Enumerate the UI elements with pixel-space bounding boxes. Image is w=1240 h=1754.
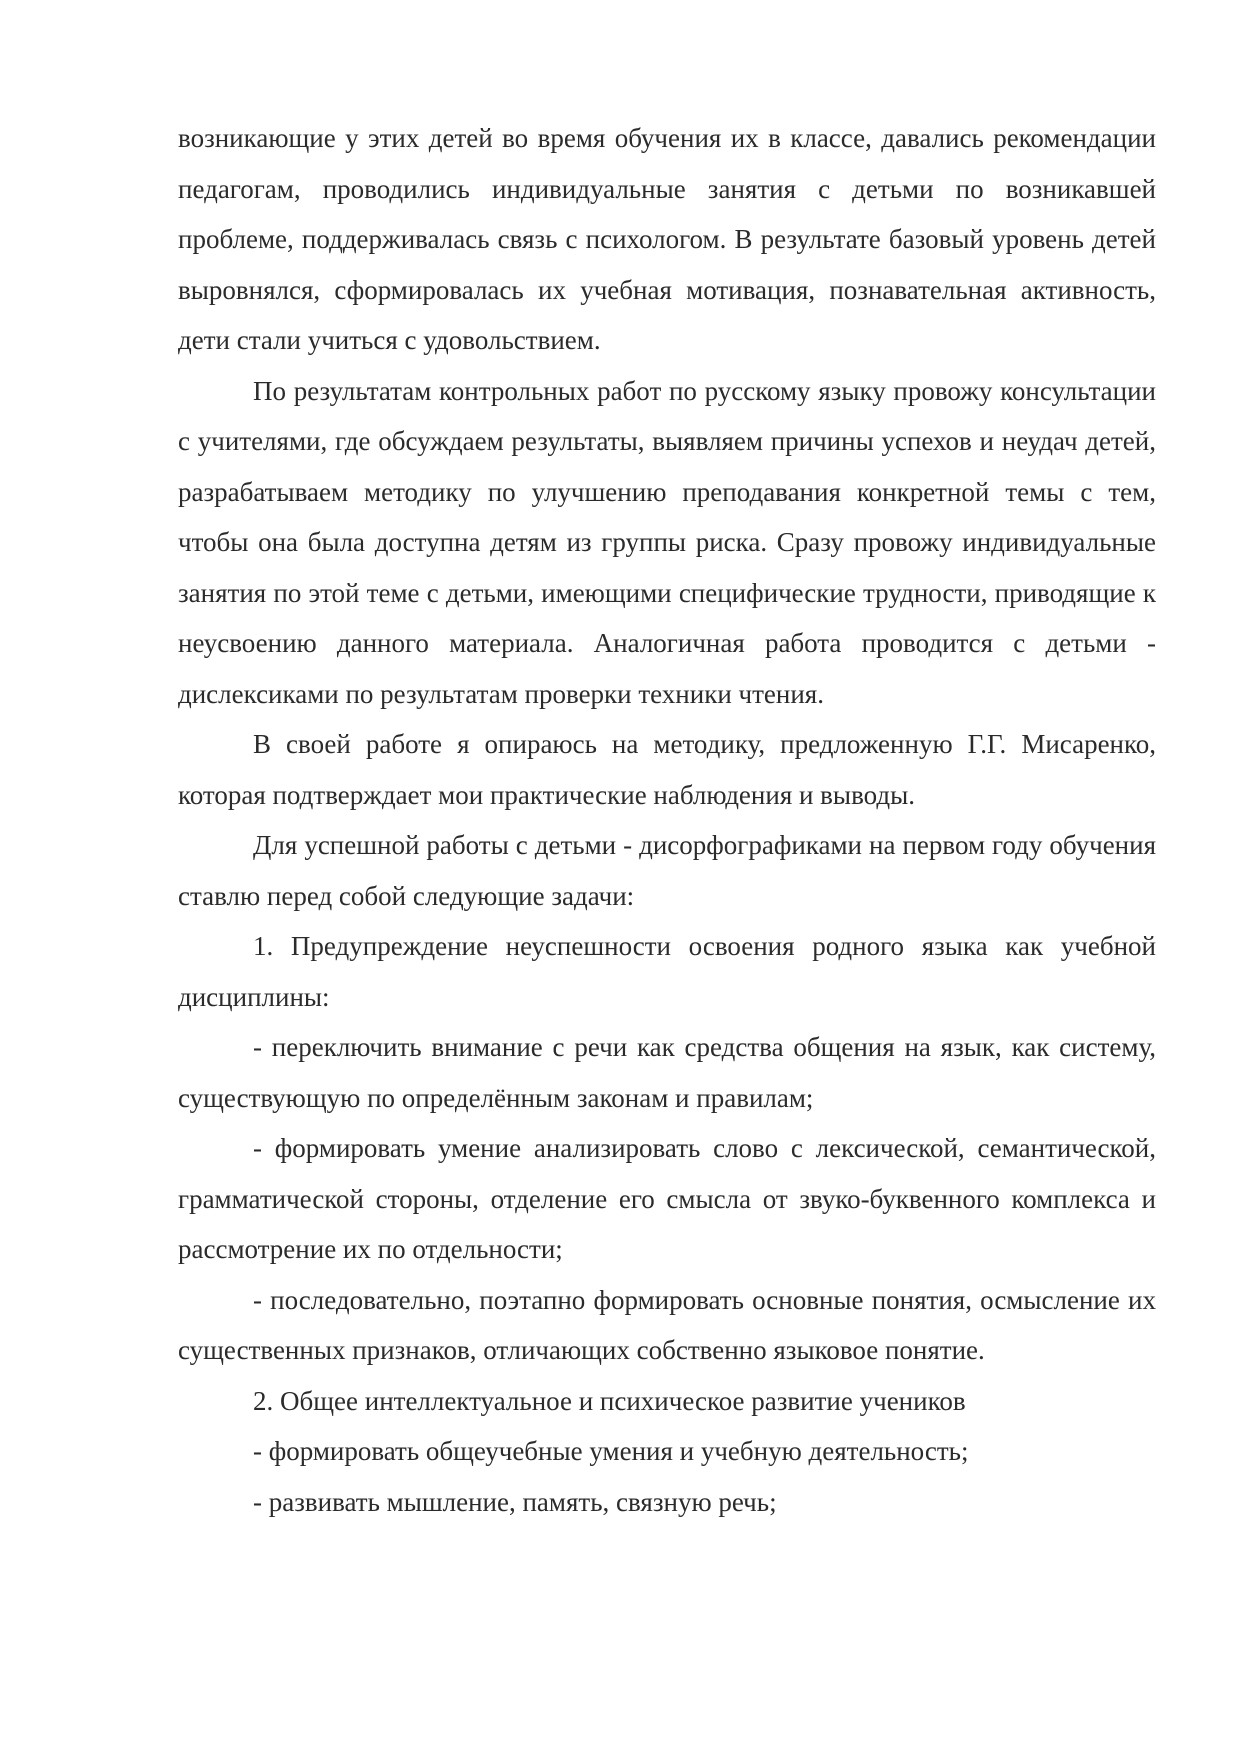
paragraph-consultations: По результатам контрольных работ по русскому языку провожу консультации с учителями, где обсуждаем результаты, выявляем причины успехов и неудач детей, разрабатываем методику по улучшению преподавания конкретной темы с тем, чтобы она была доступна детям из группы риска. Сразу провожу индивидуальные занятия по этой теме с детьми, имеющими специфические трудности, приводящие к неусвоению данного материала. Аналогичная работа проводится с детьми - дислексиками по результатам проверки техники чтения.	[178, 375, 1156, 709]
task-2-item-1: - формировать общеучебные умения и учебную деятельность;	[253, 1436, 969, 1466]
task-2-item-2: - развивать мышление, память, связную речь;	[253, 1486, 777, 1517]
task-1-item-2: - формировать умение анализировать слово с лексической, семантической, грамматической стороны, отделение его смысла от звуко-буквенного комплекса и рассмотрение их по отдельности;	[178, 1133, 1156, 1264]
task-2-heading: 2. Общее интеллектуальное и психическое развитие учеников	[253, 1385, 966, 1416]
paragraph-continuation: возникающие у этих детей во время обучения их в классе, давались рекомендации педагогам, проводились индивидуальные занятия с детьми по возникавшей проблеме, поддерживалась связь с психологом. В результате базовый уровень детей выровнялся, сформировалась их учебная мотивация, познавательная активность, дети стали учиться с удовольствием.	[178, 123, 1156, 355]
paragraph-methodology: В своей работе я опираюсь на методику, предложенную Г.Г. Мисаренко, которая подтверждает мои практические наблюдения и выводы.	[178, 729, 1156, 810]
document-body	[178, 113, 1156, 1527]
task-1-item-1: - переключить внимание с речи как средства общения на язык, как систему, существующую по определённым законам и правилам;	[178, 1032, 1156, 1113]
task-1-item-3: - последовательно, поэтапно формировать основные понятия, осмысление их существенных признаков, отличающих собственно языковое понятие.	[178, 1284, 1156, 1365]
paragraph-tasks-intro: Для успешной работы с детьми - дисорфографиками на первом году обучения ставлю перед собой следующие задачи:	[178, 830, 1156, 911]
task-1-heading: 1. Предупреждение неуспешности освоения родного языка как учебной дисциплины:	[178, 931, 1156, 1012]
